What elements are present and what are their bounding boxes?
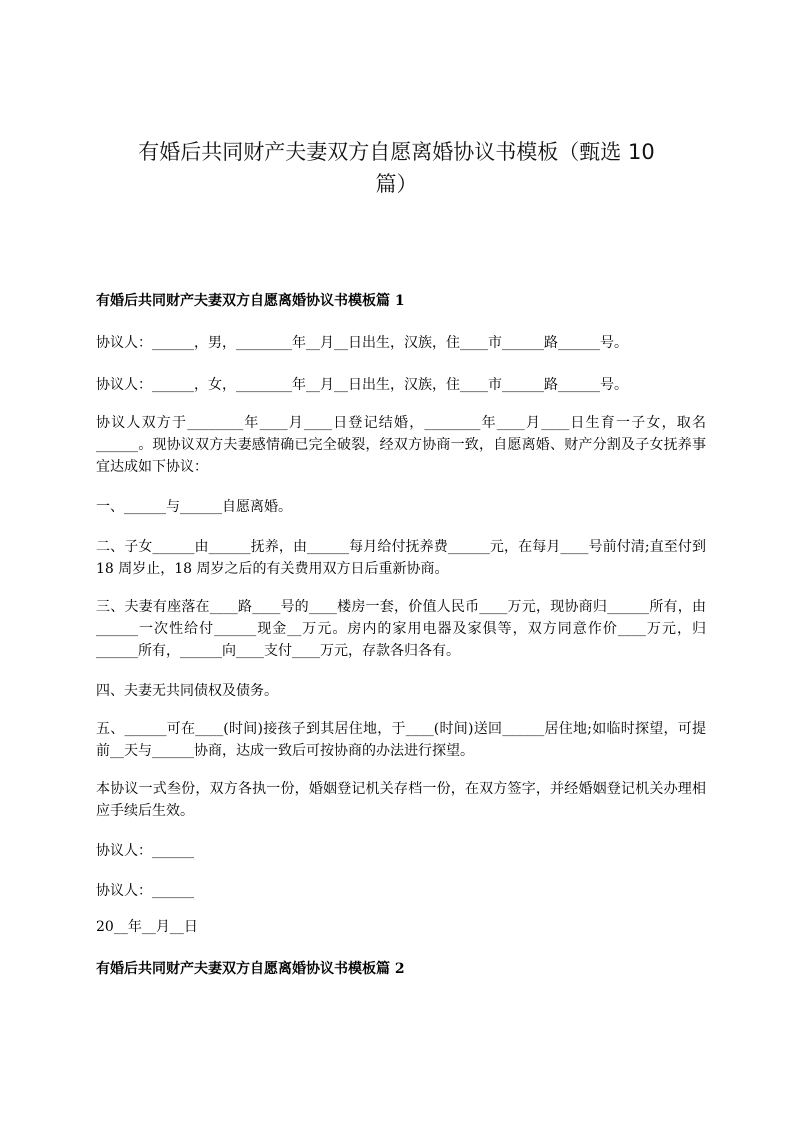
clause-3: 三、夫妻有座落在____路____号的____楼房一套，价值人民币____万元，现协商归______所有，由______一次性给付______现金__万元。房内的家用电器及家俱等，双方同意作价____万元，归______所有，______向____支付____万元，存款各归各有。 [96, 599, 706, 659]
section-2-heading: 有婚后共同财产夫妻双方自愿离婚协议书模板篇 2 [96, 961, 405, 977]
section-1-heading: 有婚后共同财产夫妻双方自愿离婚协议书模板篇 1 [96, 293, 405, 309]
copies-paragraph: 本协议一式叁份，双方各执一份，婚姻登记机关存档一份，在双方签字，并经婚姻登记机关办理相应手续后生效。 [96, 781, 706, 819]
date-line: 20__年__月__日 [96, 919, 198, 935]
title-line-1: 有婚后共同财产夫妻双方自愿离婚协议书模板（甄选 10 [138, 140, 655, 164]
party-2-line: 协议人：______，女，________年__月__日出生，汉族，住____市______路______号。 [96, 377, 628, 393]
clause-4: 四、夫妻无共同债权及债务。 [96, 683, 278, 699]
clause-5: 五、______可在____(时间)接孩子到其居住地，于____(时间)送回______居住地;如临时探望，可提前__天与______协商，达成一致后可按协商的办法进行探望。 [96, 721, 706, 759]
signature-line-2: 协议人：______ [96, 883, 194, 899]
intro-paragraph: 协议人双方于________年____月____日登记结婚，________年____月____日生育一子女，取名______。现协议双方夫妻感情确已完全破裂，经双方协商一致，自愿离婚、财产分割及子女抚养事宜达成如下协议： [96, 415, 706, 475]
document-title [60, 136, 733, 200]
party-1-line: 协议人：______，男，________年__月__日出生，汉族，住____市______路______号。 [96, 335, 628, 351]
clause-2: 二、子女______由______抚养，由______每月给付抚养费______元，在每月____号前付清;直至付到 18 周岁止，18 周岁之后的有关费用双方日后重新协商。 [96, 539, 711, 577]
signature-line-1: 协议人：______ [96, 843, 194, 859]
clause-1: 一、______与______自愿离婚。 [96, 499, 292, 515]
title-line-2: 篇） [375, 172, 418, 196]
